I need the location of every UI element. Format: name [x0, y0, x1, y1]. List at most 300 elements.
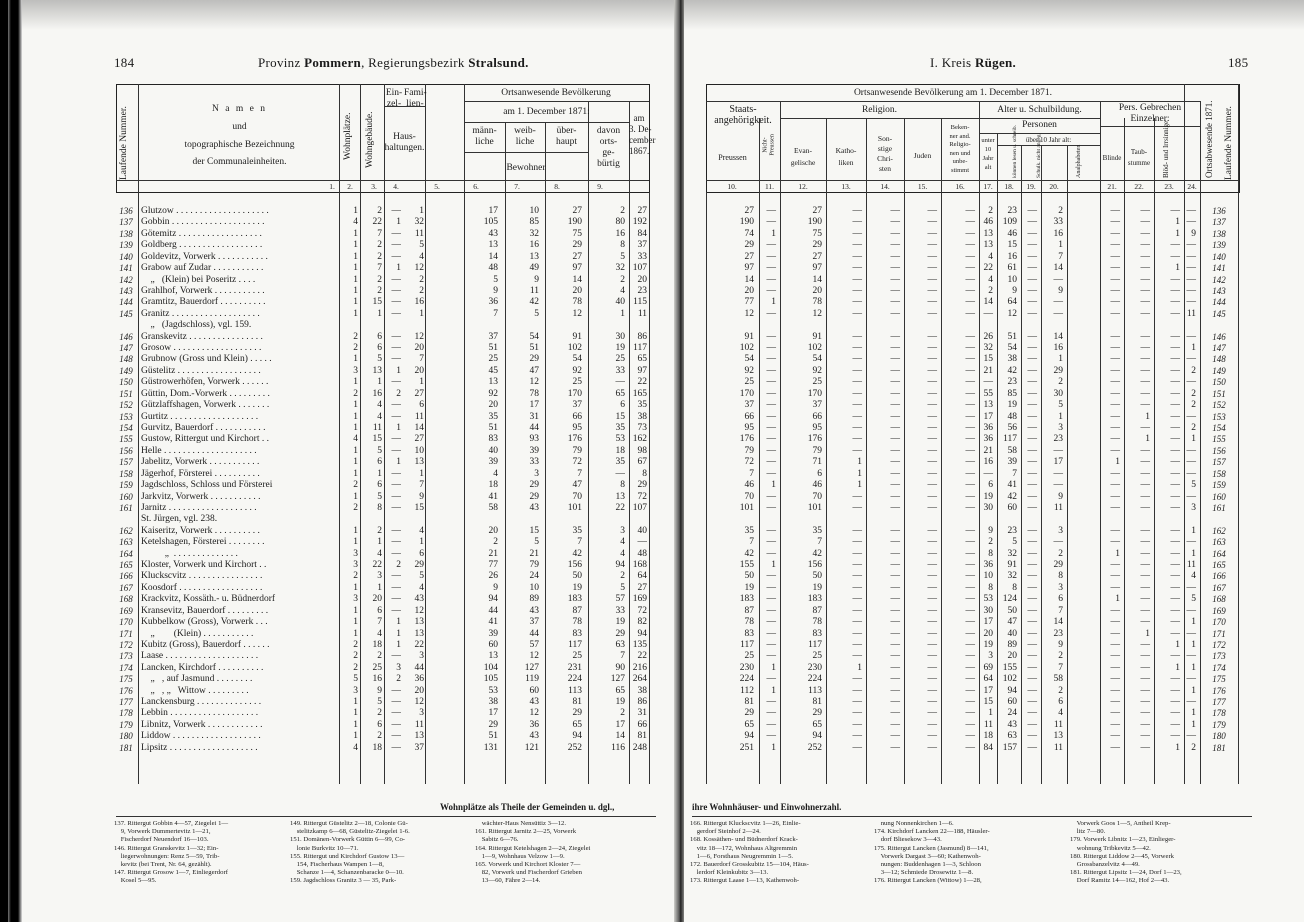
cell-value: 38 [488, 697, 498, 708]
cell-value: — [890, 251, 900, 262]
cell-value: 4 [377, 400, 382, 411]
community-name: Kaiseritz, Vorwerk . . . . . . . . . . [141, 525, 260, 536]
cell-value: — [1027, 388, 1037, 399]
cell-value: — [983, 377, 993, 388]
cell-value: — [1027, 365, 1037, 376]
row-number: 143 [119, 285, 133, 296]
cell-value: — [1186, 297, 1196, 308]
cell-value: 1 [396, 365, 401, 376]
cell-value: 33 [1053, 217, 1063, 228]
cell-value: — [965, 468, 975, 479]
head-ueberhaupt: über- haupt [555, 126, 578, 147]
cell-value: — [852, 571, 862, 582]
community-name: Kransevitz, Bauerdorf . . . . . . . . . [141, 605, 269, 616]
cell-value: 58 [1053, 674, 1063, 685]
cell-value: — [852, 502, 862, 513]
cell-value: — [965, 742, 975, 753]
cell-value: 4 [988, 251, 993, 262]
rule [1100, 126, 1200, 127]
head-evangelische: Evan- gelische [790, 146, 816, 167]
cell-value: 1 [1191, 685, 1196, 696]
cell-value: 4 [419, 251, 424, 262]
cell-value: — [1027, 731, 1037, 742]
cell-value: 11 [414, 411, 424, 422]
cell-value: 1 [419, 537, 424, 548]
left-page [22, 0, 678, 922]
cell-value: — [1110, 697, 1120, 708]
cell-value: 7 [577, 537, 582, 548]
cell-value: 20 [572, 285, 582, 296]
community-name: Lanckensburg . . . . . . . . . . . . . . [141, 697, 262, 708]
cell-value: 22 [372, 217, 382, 228]
cell-value: 81 [744, 697, 754, 708]
cell-value: — [1027, 582, 1037, 593]
cell-value: — [965, 377, 975, 388]
row-number: 161 [119, 502, 133, 513]
cell-value: — [1027, 742, 1037, 753]
community-name: Lipsitz . . . . . . . . . . . . . . . . . . . [141, 742, 258, 753]
cell-value: 8 [988, 548, 993, 559]
cell-value: 92 [572, 365, 582, 376]
cell-value: 23 [637, 285, 647, 296]
community-name: Goldevitz, Vorwerk . . . . . . . . . . . [141, 251, 268, 262]
cell-value: — [852, 445, 862, 456]
column-number: 13. [841, 182, 851, 191]
community-name: Güstelitz . . . . . . . . . . . . . . . . . . [141, 365, 261, 376]
cell-value: — [1186, 731, 1196, 742]
cell-value: 35 [744, 525, 754, 536]
cell-value: — [1140, 343, 1150, 354]
cell-value: 155 [1002, 662, 1017, 673]
cell-value: 17 [983, 411, 993, 422]
cell-value: — [1170, 560, 1180, 571]
cell-value: — [927, 571, 937, 582]
cell-value: — [965, 263, 975, 274]
cell-value: 1 [1191, 434, 1196, 445]
rule [339, 192, 340, 784]
cell-value: 16 [1007, 251, 1017, 262]
cell-value: — [1170, 411, 1180, 422]
cell-value: — [965, 571, 975, 582]
cell-value: 2 [988, 285, 993, 296]
cell-value: — [766, 468, 776, 479]
cell-value: — [927, 434, 937, 445]
cell-value: 19 [615, 697, 625, 708]
cell-value: — [1027, 274, 1037, 285]
head-laufende-nummer: Laufende Nummer. [119, 106, 129, 180]
cell-value: — [965, 343, 975, 354]
cell-value: — [1140, 651, 1150, 662]
cell-value: 1 [353, 731, 358, 742]
cell-value: 11 [637, 308, 647, 319]
cell-value: 1 [1115, 457, 1120, 468]
cell-value: 41 [1007, 480, 1017, 491]
community-name: Liddow . . . . . . . . . . . . . . . . . . . [141, 731, 261, 742]
cell-value: — [890, 685, 900, 696]
cell-value: 97 [637, 365, 647, 376]
cell-value: — [766, 502, 776, 513]
cell-value: 95 [572, 422, 582, 433]
cell-value: — [1110, 388, 1120, 399]
cell-value: 1 [419, 468, 424, 479]
cell-value: 94 [744, 731, 754, 742]
cell-value: 1 [419, 206, 424, 216]
cell-value: — [890, 628, 900, 639]
cell-value: — [391, 719, 401, 730]
row-number: 162 [119, 525, 133, 536]
cell-value: 33 [615, 605, 625, 616]
cell-value: 2 [620, 274, 625, 285]
cell-value: 89 [1007, 639, 1017, 650]
cell-value: 77 [744, 297, 754, 308]
cell-value: — [391, 354, 401, 365]
cell-value: 14 [1053, 617, 1063, 628]
cell-value: — [1170, 651, 1180, 662]
head-juden: Juden [913, 151, 932, 160]
cell-value: — [1027, 685, 1037, 696]
cell-value: — [1186, 605, 1196, 616]
cell-value: 6 [419, 400, 424, 411]
row-number: 165 [1212, 560, 1226, 571]
community-name: Koosdorf . . . . . . . . . . . . . . . . . . [141, 582, 263, 593]
cell-value: 190 [807, 217, 822, 228]
cell-value: 6 [620, 400, 625, 411]
cell-value: — [852, 582, 862, 593]
cell-value: 31 [529, 411, 539, 422]
cell-value: — [1027, 240, 1037, 251]
cell-value: — [1110, 651, 1120, 662]
cell-value: — [927, 502, 937, 513]
cell-value: 25 [744, 377, 754, 388]
cell-value: — [852, 411, 862, 422]
cell-value: — [927, 685, 937, 696]
row-number: 148 [119, 354, 133, 365]
cell-value: 50 [744, 571, 754, 582]
cell-value: 7 [817, 537, 822, 548]
cell-value: — [927, 639, 937, 650]
cell-value: 69 [983, 662, 993, 673]
cell-value: — [1027, 639, 1037, 650]
cell-value: — [983, 308, 993, 319]
cell-value: 39 [529, 445, 539, 456]
cell-value: 22 [615, 502, 625, 513]
cell-value: 78 [529, 388, 539, 399]
cell-value: 18 [372, 639, 382, 650]
cell-value: — [1027, 434, 1037, 445]
cell-value: 17 [529, 400, 539, 411]
cell-value: — [927, 594, 937, 605]
community-name: Grahlhof, Vorwerk . . . . . . . . . . . [141, 285, 265, 296]
cell-value: 1 [353, 308, 358, 319]
cell-value: 40 [1007, 628, 1017, 639]
cell-value: 36 [529, 719, 539, 730]
cell-value: 17 [1053, 457, 1063, 468]
cell-value: — [927, 285, 937, 296]
cell-value: — [766, 457, 776, 468]
cell-value: — [1140, 639, 1150, 650]
cell-value: 2 [377, 731, 382, 742]
cell-value: — [1027, 263, 1037, 274]
cell-value: 16 [372, 388, 382, 399]
head-ortsabwesende: Ortsabwesende 1871. [1204, 100, 1214, 178]
cell-value: — [890, 639, 900, 650]
row-number: 143 [1212, 285, 1226, 296]
cell-value: — [766, 377, 776, 388]
community-name: Lebbin . . . . . . . . . . . . . . . . . . . [141, 708, 259, 719]
column-number: 12. [798, 182, 808, 191]
cell-value: 15 [615, 411, 625, 422]
cell-value: — [852, 297, 862, 308]
cell-value: 20 [983, 628, 993, 639]
cell-value: — [927, 708, 937, 719]
cell-value: 14 [744, 274, 754, 285]
cell-value: 86 [637, 331, 647, 342]
cell-value: — [1140, 468, 1150, 479]
row-number: 142 [1212, 274, 1226, 285]
cell-value: — [1110, 571, 1120, 582]
cell-value: 43 [529, 731, 539, 742]
cell-value: 2 [377, 708, 382, 719]
cell-value: 25 [488, 354, 498, 365]
cell-value: — [927, 251, 937, 262]
cell-value: 29 [637, 480, 647, 491]
cell-value: 33 [637, 251, 647, 262]
cell-value: — [1140, 560, 1150, 571]
cell-value: — [766, 331, 776, 342]
cell-value: 9 [1058, 285, 1063, 296]
community-name: Jarnitz . . . . . . . . . . . . . . . . . . . [141, 502, 257, 513]
cell-value: 73 [637, 422, 647, 433]
left-table-body [116, 206, 648, 776]
cell-value: — [852, 422, 862, 433]
cell-value: — [391, 308, 401, 319]
row-number: 149 [119, 365, 133, 376]
cell-value: — [1110, 605, 1120, 616]
cell-value: 1 [353, 240, 358, 251]
cell-value: — [1110, 491, 1120, 502]
cell-value: 169 [632, 594, 647, 605]
cell-value: 165 [632, 388, 647, 399]
community-name: Gobbin . . . . . . . . . . . . . . . . . . . . [141, 217, 265, 228]
cell-value: 41 [488, 491, 498, 502]
cell-value: 8 [620, 480, 625, 491]
cell-value: 57 [529, 639, 539, 650]
cell-value: — [965, 685, 975, 696]
cell-value: 1 [771, 742, 776, 753]
cell-value: — [1110, 628, 1120, 639]
cell-value: — [852, 240, 862, 251]
row-number: 170 [1212, 617, 1226, 628]
column-number: 19. [1026, 182, 1036, 191]
cell-value: 83 [572, 628, 582, 639]
cell-value: 48 [1007, 411, 1017, 422]
row-number: 166 [119, 571, 133, 582]
cell-value: 71 [812, 457, 822, 468]
cell-value: 1 [1191, 662, 1196, 673]
cell-value: 43 [529, 697, 539, 708]
cell-value: — [1110, 434, 1120, 445]
cell-value: — [1027, 377, 1037, 388]
cell-value: 190 [567, 217, 582, 228]
cell-value: 156 [807, 560, 822, 571]
cell-value: 38 [637, 685, 647, 696]
cell-value: — [1110, 674, 1120, 685]
cell-value: 35 [812, 525, 822, 536]
cell-value: — [983, 468, 993, 479]
community-name: Goldberg . . . . . . . . . . . . . . . . . . [141, 240, 263, 251]
cell-value: — [890, 480, 900, 491]
head-am-3-december-1867: am 3. De- cember 1867. [629, 113, 656, 156]
cell-value: 8 [642, 468, 647, 479]
cell-value: — [1053, 480, 1063, 491]
cell-value: 29 [572, 240, 582, 251]
cell-value: — [391, 731, 401, 742]
cell-value: 83 [744, 628, 754, 639]
cell-value: 3 [353, 594, 358, 605]
cell-value: 1 [353, 537, 358, 548]
cell-value: — [391, 411, 401, 422]
rule [464, 122, 629, 123]
cell-value: 19 [812, 582, 822, 593]
row-number: 175 [119, 674, 133, 685]
cell-value: 49 [529, 263, 539, 274]
cell-value: 12 [414, 697, 424, 708]
community-name: „ (Klein) bei Poseritz . . . . [141, 274, 256, 285]
cell-value: 14 [488, 251, 498, 262]
cell-value: 43 [529, 605, 539, 616]
row-number: 152 [1212, 400, 1226, 411]
cell-value: 57 [615, 594, 625, 605]
cell-value: — [1186, 217, 1196, 228]
row-number: 152 [119, 400, 133, 411]
column-number: 2. [347, 182, 353, 191]
cell-value: 127 [610, 674, 625, 685]
cell-value: 17 [488, 206, 498, 216]
cell-value: — [1186, 377, 1196, 388]
cell-value: — [965, 719, 975, 730]
cell-value: 7 [749, 537, 754, 548]
cell-value: 65 [812, 719, 822, 730]
cell-value: 117 [808, 639, 822, 650]
column-number: 16. [955, 182, 965, 191]
cell-value: — [927, 217, 937, 228]
cell-value: 16 [414, 297, 424, 308]
head-sonstige-christen: Son- stige Chri- sten [877, 134, 893, 173]
row-number: 141 [119, 263, 133, 274]
cell-value: — [766, 594, 776, 605]
cell-value: — [1140, 571, 1150, 582]
cell-value: 2 [353, 331, 358, 342]
head-weibliche: weib- liche [514, 126, 536, 147]
cell-value: 11 [1053, 502, 1063, 513]
cell-value: 4 [988, 274, 993, 285]
cell-value: — [852, 651, 862, 662]
cell-value: 12 [529, 651, 539, 662]
cell-value: — [965, 434, 975, 445]
cell-value: 15 [983, 697, 993, 708]
column-number: 23. [1164, 182, 1174, 191]
cell-value: 2 [1058, 685, 1063, 696]
cell-value: — [852, 560, 862, 571]
cell-value: 85 [529, 217, 539, 228]
cell-value: — [1170, 308, 1180, 319]
row-number: 138 [119, 228, 133, 239]
cell-value: — [1110, 537, 1120, 548]
cell-value: — [766, 537, 776, 548]
cell-value: 45 [488, 365, 498, 376]
cell-value: 47 [1007, 617, 1017, 628]
cell-value: — [615, 377, 625, 388]
row-number: 139 [1212, 240, 1226, 251]
cell-value: 5 [377, 445, 382, 456]
cell-value: 18 [488, 480, 498, 491]
cell-value: — [1027, 411, 1037, 422]
cell-value: 4 [377, 628, 382, 639]
cell-value: 1 [353, 274, 358, 285]
cell-value: 15 [372, 297, 382, 308]
cell-value: 80 [615, 217, 625, 228]
community-name: Gurtitz . . . . . . . . . . . . . . . . . . . [141, 411, 259, 422]
cell-value: 2 [1191, 400, 1196, 411]
cell-value: — [1140, 365, 1150, 376]
cell-value: 78 [744, 617, 754, 628]
cell-value: — [1027, 502, 1037, 513]
cell-value: — [965, 491, 975, 502]
column-number: 3. [371, 182, 377, 191]
cell-value: — [1186, 582, 1196, 593]
cell-value: 22 [637, 377, 647, 388]
cell-value: — [766, 217, 776, 228]
cell-value: 252 [567, 742, 582, 753]
cell-value: 1 [353, 354, 358, 365]
cell-value: — [766, 708, 776, 719]
cell-value: — [391, 537, 401, 548]
cell-value: 6 [817, 468, 822, 479]
cell-value: 30 [1053, 388, 1063, 399]
cell-value: — [965, 228, 975, 239]
cell-value: 1 [396, 617, 401, 628]
cell-value: 1 [771, 228, 776, 239]
cell-value: — [1110, 708, 1120, 719]
cell-value: 12 [529, 708, 539, 719]
cell-value: 70 [572, 491, 582, 502]
row-number: 144 [119, 297, 133, 308]
cell-value: 48 [637, 548, 647, 559]
cell-value: 1 [1191, 617, 1196, 628]
cell-value: — [1027, 605, 1037, 616]
cell-value: — [852, 708, 862, 719]
cell-value: 39 [1007, 457, 1017, 468]
cell-value: — [766, 731, 776, 742]
row-number: 153 [119, 411, 133, 422]
cell-value: — [766, 571, 776, 582]
cell-value: — [1053, 308, 1063, 319]
cell-value: 13 [615, 491, 625, 502]
cell-value: 13 [414, 617, 424, 628]
cell-value: 5 [419, 240, 424, 251]
cell-value: 46 [1007, 228, 1017, 239]
cell-value: — [1140, 662, 1150, 673]
head-wohnplaetze: Wohnplätze. [343, 112, 353, 160]
community-name: Grosow . . . . . . . . . . . . . . . . . . . [141, 343, 262, 354]
cell-value: 54 [812, 354, 822, 365]
head-maennliche: männ- liche [472, 126, 497, 147]
row-number: 164 [119, 548, 133, 559]
cell-value: — [766, 548, 776, 559]
head-personen: Personen [1022, 120, 1057, 130]
cell-value: — [1027, 343, 1037, 354]
cell-value: — [1027, 491, 1037, 502]
